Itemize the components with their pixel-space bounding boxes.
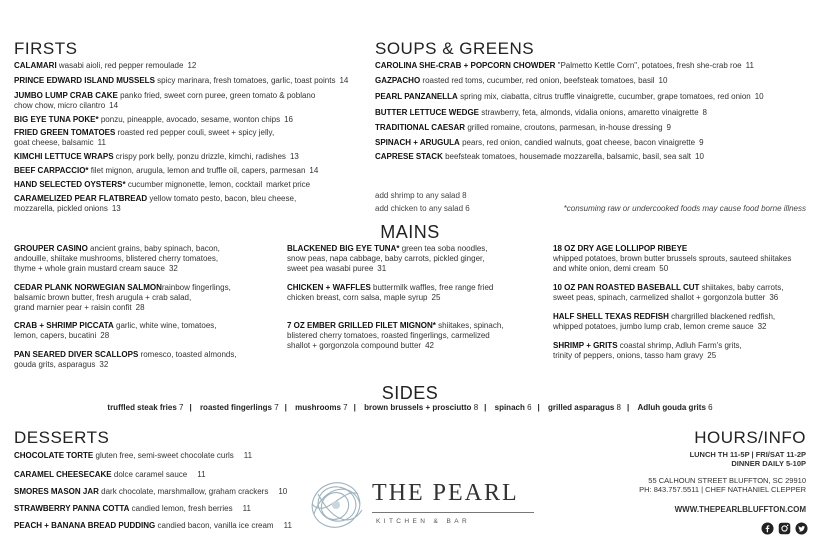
add-chicken-note: add chicken to any salad 6: [375, 204, 470, 213]
list-item: SPINACH + ARUGULA pears, red onion, candied walnuts, goat cheese, bacon vinaigrette 9: [375, 138, 704, 147]
list-item: JUMBO LUMP CRAB CAKE panko fried, sweet corn puree, green tomato & poblano chow chow, micro cilantro 14: [14, 91, 316, 110]
facebook-icon[interactable]: [760, 521, 774, 535]
list-item: KIMCHI LETTUCE WRAPS crispy pork belly, ponzu drizzle, kimchi, radishes 13: [14, 152, 299, 161]
twitter-icon[interactable]: [794, 521, 808, 535]
list-item: roasted fingerlings 7: [199, 403, 279, 412]
list-item: PEARL PANZANELLA spring mix, ciabatta, citrus truffle vinaigrette, cucumber, grape tomatoes, red onion 10: [375, 92, 764, 101]
sides-heading: SIDES: [381, 383, 439, 403]
list-item: PEACH + BANANA BREAD PUDDING candied bacon, vanilla ice cream 11: [14, 521, 292, 530]
address-block: 55 CALHOUN STREET BLUFFTON, SC 29910 PH: 843.757.5511 | CHEF NATHANIEL CLEPPER: [639, 476, 806, 494]
desserts-heading: DESSERTS: [14, 428, 110, 447]
website-link[interactable]: WWW.THEPEARLBLUFFTON.COM: [674, 505, 806, 514]
list-item: truffled steak fries 7: [107, 403, 184, 412]
sides-list: truffled steak fries 7 | roasted fingerlings 7 | mushrooms 7 | brown brussels + prosciutto 8 | spinach 6 | grilled asparagus 8 | Adluh gouda grits 6: [107, 403, 713, 412]
list-item: BLACKENED BIG EYE TUNA* green tea soba noodles, snow peas, napa cabbage, baby carrots, pickled ginger, sweet pea wasabi puree 31: [287, 244, 488, 273]
list-item: 10 OZ PAN ROASTED BASEBALL CUT shiitakes, baby carrots, sweet peas, spinach, carmelized shallot + gorgonzola butter 36: [553, 283, 784, 302]
list-item: brown brussels + prosciutto 8: [364, 403, 479, 412]
list-item: STRAWBERRY PANNA COTTA candied lemon, fresh berries 11: [14, 504, 251, 513]
mains-heading: MAINS: [380, 222, 440, 242]
list-item: BEEF CARPACCIO* filet mignon, arugula, lemon and truffle oil, capers, parmesan 14: [14, 166, 319, 175]
list-item: PRINCE EDWARD ISLAND MUSSELS spicy marinara, fresh tomatoes, garlic, toast points 14: [14, 76, 349, 85]
firsts-heading: FIRSTS: [14, 39, 78, 58]
list-item: CAROLINA SHE-CRAB + POPCORN CHOWDER "Palmetto Kettle Corn", potatoes, fresh she-crab roe 11: [375, 61, 754, 70]
restaurant-logo: [304, 474, 539, 536]
soups-heading: SOUPS & GREENS: [375, 39, 535, 58]
list-item: HAND SELECTED OYSTERS* cucumber mignonette, lemon, cocktail market price: [14, 180, 311, 189]
list-item: FRIED GREEN TOMATOES roasted red pepper couli, sweet + spicy jelly, goat cheese, balsamic 11: [14, 128, 275, 147]
list-item: SMORES MASON JAR dark chocolate, marshmallow, graham crackers 10: [14, 487, 288, 496]
list-item: CEDAR PLANK NORWEGIAN SALMONrainbow fingerlings, balsamic brown butter, fresh arugula + crab salad, grand marnier pear + raisin confit 28: [14, 283, 231, 312]
list-item: CHOCOLATE TORTE gluten free, semi-sweet chocolate curls 11: [14, 451, 253, 460]
list-item: mushrooms 7: [295, 403, 348, 412]
logo-title: THE PEARL: [372, 480, 519, 506]
logo-subtitle: KITCHEN & BAR: [376, 518, 471, 525]
list-item: grilled asparagus 8: [548, 403, 621, 412]
list-item: PAN SEARED DIVER SCALLOPS romesco, toasted almonds, gouda grits, asparagus 32: [14, 350, 237, 369]
add-shrimp-note: add shrimp to any salad 8: [375, 191, 467, 200]
list-item: spinach 6: [494, 403, 532, 412]
hours-times: LUNCH TH 11-5P | FRI/SAT 11-2P DINNER DAILY 5-10P: [689, 450, 806, 468]
instagram-icon[interactable]: [777, 521, 791, 535]
list-item: SHRIMP + GRITS coastal shrimp, Adluh Farm's grits, trinity of peppers, onions, tasso ham gravy 25: [553, 341, 742, 360]
list-item: CARAMELIZED PEAR FLATBREAD yellow tomato pesto, bacon, bleu cheese, mozzarella, pickled onions 13: [14, 194, 297, 213]
logo-divider: [372, 512, 534, 513]
list-item: HALF SHELL TEXAS REDFISH chargrilled blackened redfish, whipped potatoes, jumbo lump crab, lemon creme sauce 32: [553, 312, 776, 331]
pearl-swirl-icon: [304, 474, 368, 536]
list-item: TRADITIONAL CAESAR grilled romaine, croutons, parmesan, in-house dressing 9: [375, 123, 671, 132]
list-item: CALAMARI wasabi aioli, red pepper remoulade 12: [14, 61, 197, 70]
list-item: CRAB + SHRIMP PICCATA garlic, white wine, tomatoes, lemon, capers, bucatini 28: [14, 321, 217, 340]
list-item: CHICKEN + WAFFLES buttermilk waffles, free range fried chicken breast, corn salsa, maple syrup 25: [287, 283, 494, 302]
list-item: Adluh gouda grits 6: [637, 403, 713, 412]
list-item: 7 OZ EMBER GRILLED FILET MIGNON* shiitakes, spinach, blistered cherry tomatoes, roasted fingerlings, carmelized shallot + gorgonzola compound butter 42: [287, 321, 504, 350]
list-item: GROUPER CASINO ancient grains, baby spinach, bacon, andouille, shiitake mushrooms, blistered cherry tomatoes, thyme + whole grain mustard cream sauce 32: [14, 244, 220, 273]
list-item: GAZPACHO roasted red toms, cucumber, red onion, beefsteak tomatoes, basil 10: [375, 76, 668, 85]
list-item: BUTTER LETTUCE WEDGE strawberry, feta, almonds, vidalia onions, amaretto vinaigrette 8: [375, 108, 707, 117]
list-item: 18 OZ DRY AGE LOLLIPOP RIBEYE whipped potatoes, brown butter brussels sprouts, sauteed shiitakes and white onion, demi cream 50: [553, 244, 792, 273]
hours-heading: HOURS/INFO: [694, 428, 806, 447]
list-item: CAPRESE STACK beefsteak tomatoes, housemade mozzarella, balsamic, basil, sea salt 10: [375, 152, 704, 161]
list-item: CARAMEL CHEESECAKE dolce caramel sauce 11: [14, 470, 206, 479]
list-item: BIG EYE TUNA POKE* ponzu, pineapple, avocado, sesame, wonton chips 16: [14, 115, 293, 124]
consuming-note: *consuming raw or undercooked foods may cause food borne illness: [563, 204, 806, 213]
